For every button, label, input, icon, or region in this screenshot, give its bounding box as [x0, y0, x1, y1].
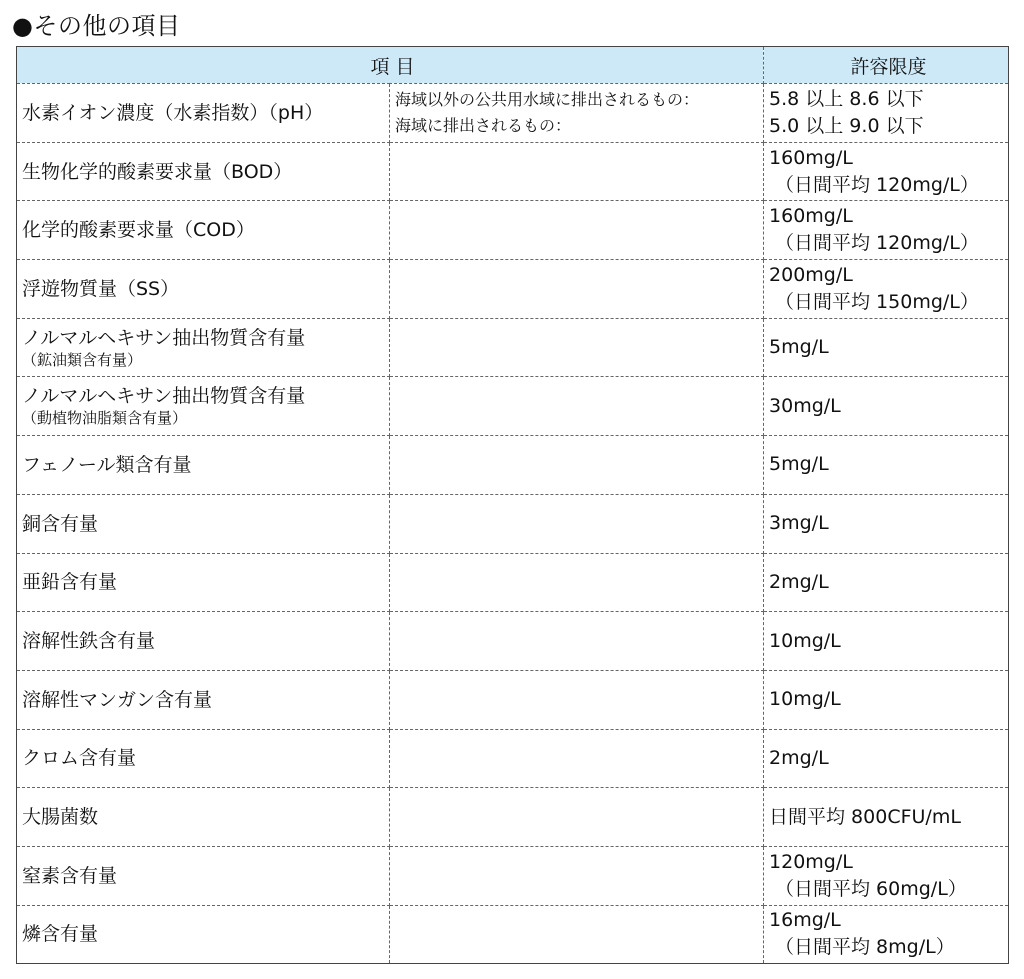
condition-cell [390, 729, 764, 788]
table-row [17, 729, 1009, 788]
condition-cell [390, 142, 764, 201]
item-cell [17, 142, 390, 201]
limit-cell [764, 846, 1009, 905]
condition-text: 海域以外の公共用水域に排出されるもの： [395, 89, 700, 109]
item-cell [17, 553, 390, 612]
item-cell [17, 905, 390, 964]
table-header-row [17, 47, 1009, 84]
item-name: 大腸菌数 [22, 806, 99, 829]
item-name: 銅含有量 [22, 512, 99, 535]
limit-cell [764, 142, 1009, 201]
item-cell [17, 612, 390, 671]
condition-cell [390, 905, 764, 964]
table-row [17, 318, 1009, 377]
limit-value: 5mg/L [769, 336, 829, 359]
limit-value: 3mg/L [769, 512, 829, 535]
limit-value: （日間平均 60mg/L） [775, 877, 967, 900]
limit-value: 10mg/L [769, 688, 841, 711]
limit-cell [764, 84, 1009, 143]
item-name: 溶解性鉄含有量 [22, 630, 156, 653]
limit-value: 16mg/L [769, 909, 841, 932]
limit-value: 5mg/L [769, 453, 829, 476]
table-row [17, 846, 1009, 905]
item-cell [17, 788, 390, 847]
limit-value: （日間平均 120mg/L） [775, 173, 979, 196]
condition-cell [390, 436, 764, 495]
item-name: 燐含有量 [22, 923, 99, 946]
limit-cell [764, 612, 1009, 671]
item-name: クロム含有量 [22, 747, 137, 770]
condition-cell [390, 318, 764, 377]
limit-value: （日間平均 150mg/L） [775, 290, 979, 313]
limit-value: 160mg/L [769, 146, 853, 169]
condition-text: 海域に排出されるもの： [395, 115, 572, 135]
limit-cell [764, 494, 1009, 553]
limit-cell [764, 553, 1009, 612]
condition-cell [390, 201, 764, 260]
table-row [17, 436, 1009, 495]
item-subtitle: （鉱油類含有量） [22, 350, 143, 369]
table-body [17, 84, 1009, 964]
item-name: 浮遊物質量（SS） [22, 277, 180, 300]
limit-value: 160mg/L [769, 205, 853, 228]
limit-value: （日間平均 8mg/L） [775, 936, 955, 959]
table-row [17, 377, 1009, 436]
item-cell [17, 260, 390, 319]
condition-cell [390, 377, 764, 436]
limit-value: 5.8 以上 8.6 以下 [769, 87, 924, 110]
item-cell [17, 377, 390, 436]
item-cell [17, 201, 390, 260]
condition-cell [390, 553, 764, 612]
table-row [17, 905, 1009, 964]
condition-cell [390, 612, 764, 671]
limit-value: 10mg/L [769, 629, 841, 652]
item-name: 亜鉛含有量 [22, 571, 118, 594]
limit-cell [764, 201, 1009, 260]
item-name: 窒素含有量 [22, 864, 118, 887]
table-row [17, 494, 1009, 553]
item-name: 溶解性マンガン含有量 [22, 688, 213, 711]
item-name: ノルマルヘキサン抽出物質含有量 [22, 385, 306, 408]
limit-cell [764, 729, 1009, 788]
item-name: 化学的酸素要求量（COD） [22, 219, 255, 242]
item-name: 水素イオン濃度（水素指数）（pH） [22, 101, 324, 124]
effluent-standards-table [16, 46, 1009, 964]
item-cell [17, 84, 390, 143]
table-row [17, 612, 1009, 671]
condition-cell [390, 260, 764, 319]
limit-cell [764, 260, 1009, 319]
limit-value: （日間平均 120mg/L） [775, 232, 979, 255]
item-subtitle: （動植物油脂類含有量） [22, 409, 188, 428]
limit-value: 5.0 以上 9.0 以下 [769, 114, 924, 137]
condition-cell [390, 846, 764, 905]
table-row [17, 788, 1009, 847]
limit-value: 日間平均 800CFU/mL [769, 805, 961, 828]
table-row [17, 84, 1009, 143]
limit-cell [764, 905, 1009, 964]
limit-value: 30mg/L [769, 394, 841, 417]
limit-cell [764, 670, 1009, 729]
table-row [17, 142, 1009, 201]
table-row [17, 201, 1009, 260]
condition-cell [390, 84, 764, 143]
limit-value: 2mg/L [769, 746, 829, 769]
item-cell [17, 318, 390, 377]
condition-cell [390, 670, 764, 729]
item-cell [17, 494, 390, 553]
column-header-item: 項 目 [17, 47, 764, 84]
item-name: ノルマルヘキサン抽出物質含有量 [22, 326, 306, 349]
table-row [17, 260, 1009, 319]
limit-value: 120mg/L [769, 850, 853, 873]
limit-cell [764, 788, 1009, 847]
limit-cell [764, 377, 1009, 436]
condition-cell [390, 494, 764, 553]
page-title: ●その他の項目 [12, 12, 181, 40]
item-cell [17, 436, 390, 495]
limit-value: 200mg/L [769, 263, 853, 286]
item-name: フェノール類含有量 [22, 453, 192, 476]
column-header-limit: 許容限度 [764, 47, 1009, 84]
limit-value: 2mg/L [769, 570, 829, 593]
limit-cell [764, 436, 1009, 495]
item-cell [17, 846, 390, 905]
item-name: 生物化学的酸素要求量（BOD） [22, 160, 293, 183]
condition-cell [390, 788, 764, 847]
table-row [17, 553, 1009, 612]
table-row [17, 670, 1009, 729]
item-cell [17, 670, 390, 729]
limit-cell [764, 318, 1009, 377]
item-cell [17, 729, 390, 788]
